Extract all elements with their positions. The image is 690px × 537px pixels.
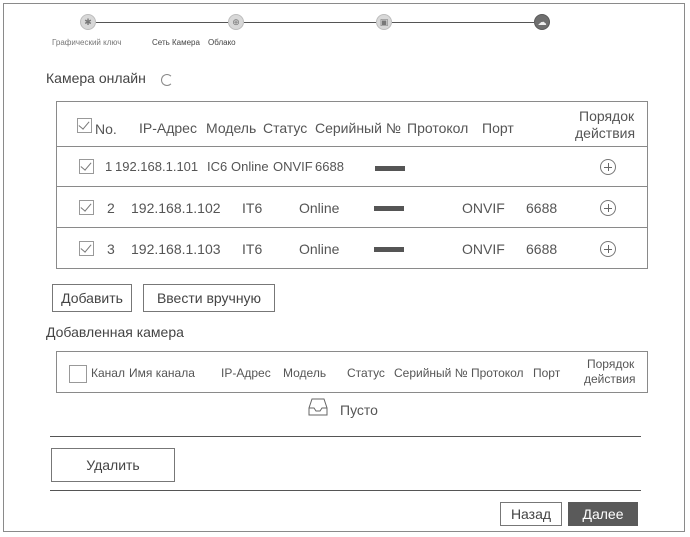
col-model: Модель (283, 366, 327, 380)
divider (50, 436, 641, 437)
manual-add-button[interactable]: Ввести вручную (143, 284, 275, 312)
table-row[interactable] (57, 227, 647, 270)
row-no: 3 (107, 241, 115, 257)
row-ip: 192.168.1.102 (131, 200, 221, 216)
col-serial: Серийный № (315, 120, 401, 136)
row-checkbox[interactable] (79, 241, 94, 256)
row-serial-redacted (375, 166, 405, 171)
col-status: Статус (263, 120, 308, 136)
row-protocol: ONVIF (273, 159, 313, 174)
next-button[interactable]: Далее (568, 502, 638, 526)
col-channel: Канал (91, 366, 125, 380)
added-camera-table-header (56, 351, 648, 393)
step-camera-icon: ▣ (376, 14, 392, 30)
step-connector (244, 22, 376, 23)
row-serial-redacted (374, 206, 404, 211)
select-all-checkbox[interactable] (77, 118, 92, 133)
back-button[interactable]: Назад (500, 502, 562, 526)
add-button[interactable]: Добавить (52, 284, 132, 312)
added-select-all-checkbox[interactable] (69, 365, 87, 383)
empty-tray-icon (308, 398, 328, 416)
row-port: 6688 (315, 159, 344, 174)
table-row[interactable] (57, 186, 647, 228)
row-status: Online (299, 241, 340, 257)
table-row[interactable] (57, 146, 647, 187)
col-action-line2: действия (584, 372, 636, 386)
wizard-frame (3, 3, 685, 532)
empty-state-text: Пусто (340, 402, 378, 418)
col-no: No. (95, 121, 117, 137)
row-no: 1 (105, 159, 113, 174)
row-ip: 192.168.1.101 (115, 159, 199, 174)
step-cloud-icon: ☁ (534, 14, 550, 30)
step-connector (392, 22, 534, 23)
col-ip: IP-Адрес (221, 366, 271, 380)
divider (50, 490, 641, 491)
step-label-pattern: Графический ключ (52, 38, 122, 47)
row-status: Online (231, 159, 269, 174)
row-model: IT6 (242, 200, 263, 216)
row-status: Online (299, 200, 340, 216)
step-connector (96, 22, 228, 23)
row-model: IC6 (207, 159, 228, 174)
wizard-stepper (4, 4, 686, 54)
row-serial-redacted (374, 247, 404, 252)
row-port: 6688 (526, 241, 558, 257)
row-checkbox[interactable] (79, 159, 94, 174)
step-label-camera: Камера (172, 38, 200, 47)
col-action-line2: действия (575, 125, 636, 141)
step-pattern-icon: ✱ (80, 14, 96, 30)
col-port: Порт (482, 120, 514, 136)
col-serial: Серийный № (394, 366, 468, 380)
online-section-title: Камера онлайн (46, 70, 146, 86)
row-ip: 192.168.1.103 (131, 241, 221, 257)
delete-button[interactable]: Удалить (51, 448, 175, 482)
add-plus-icon[interactable] (600, 159, 616, 175)
step-network-icon: ⊕ (228, 14, 244, 30)
row-port: 6688 (526, 200, 558, 216)
col-action-line1: Порядок (587, 357, 635, 371)
step-label-network: Сеть (152, 38, 170, 47)
col-port: Порт (533, 366, 561, 380)
col-action-line1: Порядок (579, 108, 635, 124)
row-no: 2 (107, 200, 115, 216)
add-plus-icon[interactable] (600, 200, 616, 216)
col-status: Статус (347, 366, 385, 380)
row-protocol: ONVIF (462, 200, 505, 216)
col-model: Модель (206, 120, 257, 136)
row-protocol: ONVIF (462, 241, 505, 257)
col-protocol: Протокол (471, 366, 524, 380)
table-header (57, 102, 647, 146)
added-section-title: Добавленная камера (46, 324, 184, 340)
col-protocol: Протокол (407, 120, 469, 136)
col-ip: IP-Адрес (139, 120, 197, 136)
online-camera-table (56, 101, 648, 269)
step-label-cloud: Облако (208, 38, 236, 47)
col-channel-name: Имя канала (129, 366, 195, 380)
refresh-icon[interactable] (161, 74, 173, 86)
row-checkbox[interactable] (79, 200, 94, 215)
row-model: IT6 (242, 241, 263, 257)
add-plus-icon[interactable] (600, 241, 616, 257)
